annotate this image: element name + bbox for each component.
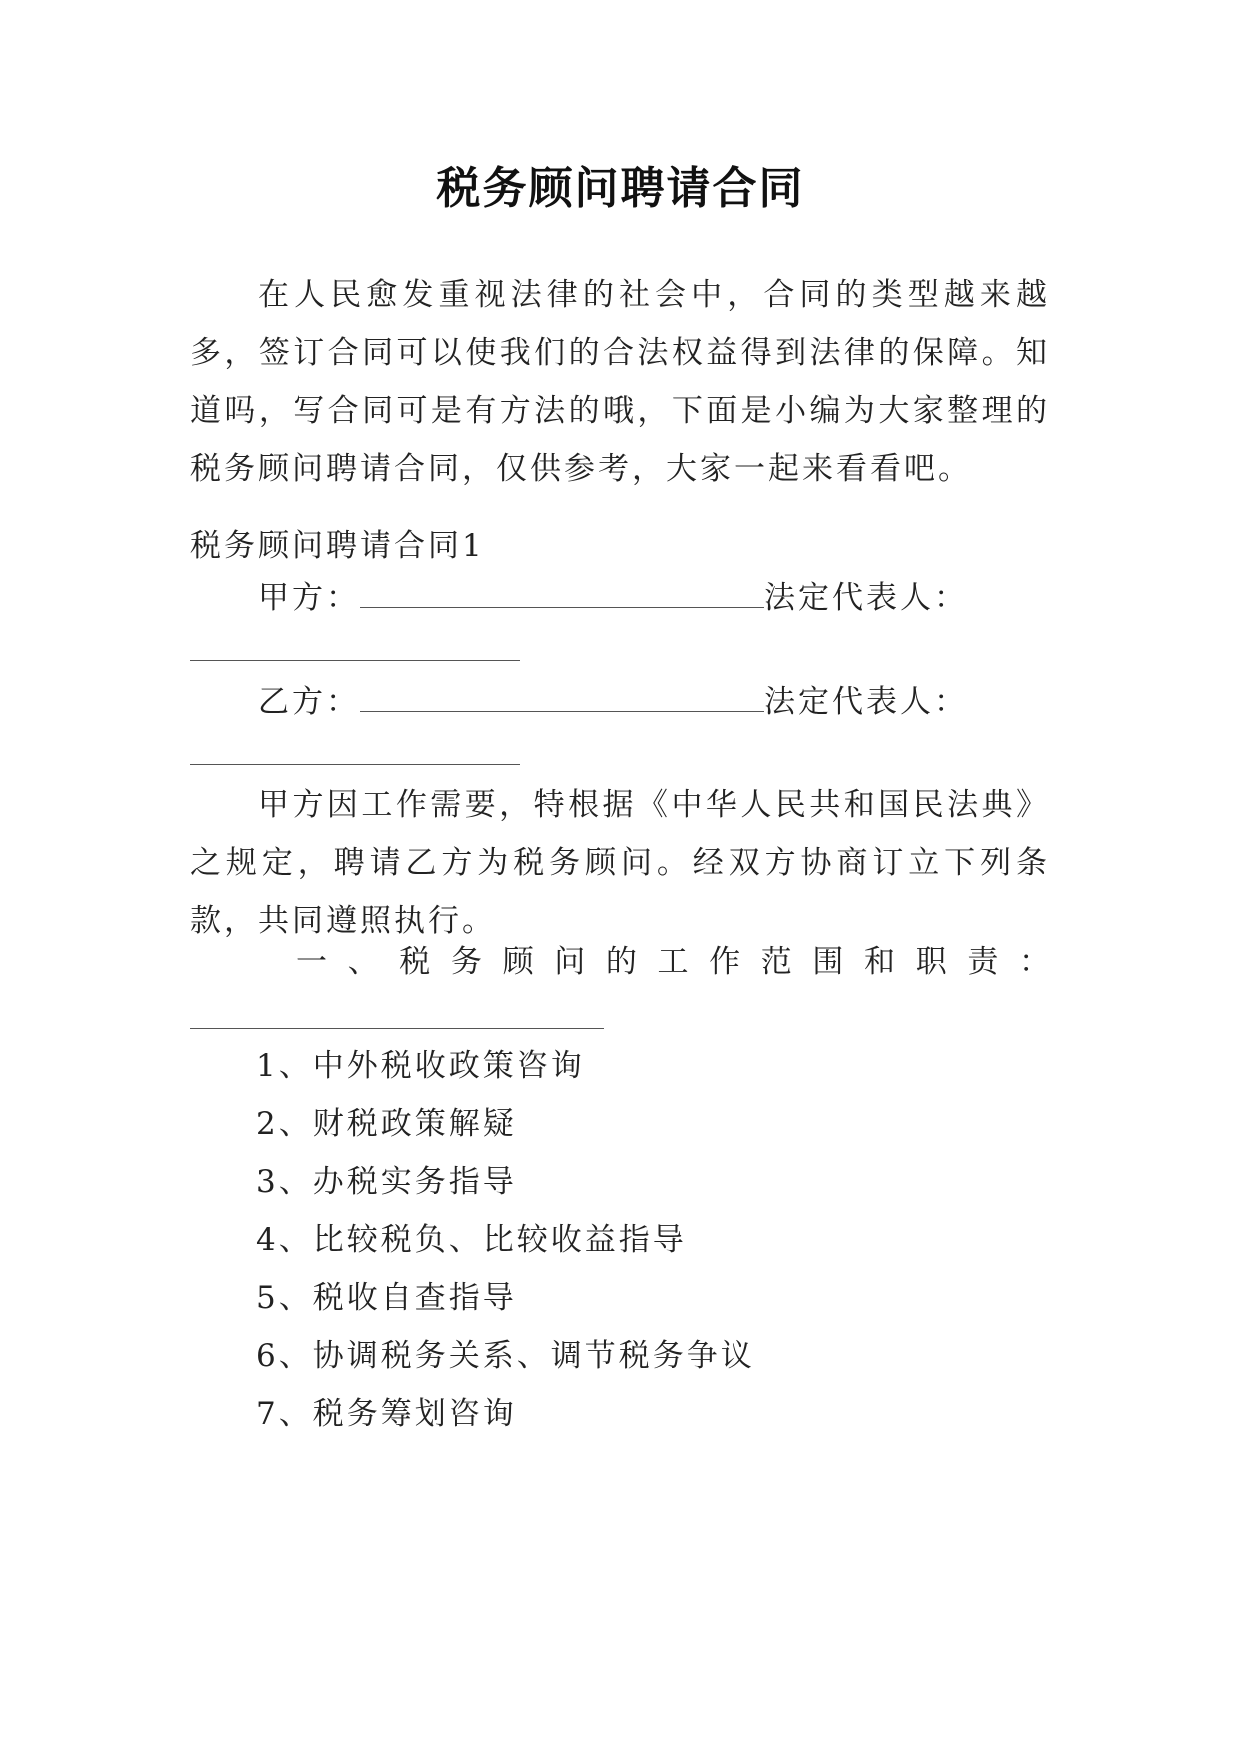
party-b-label: 乙方： xyxy=(258,684,360,720)
list-item: 5、税收自查指导 xyxy=(256,1280,517,1316)
section-title: 税务顾问聘请合同1 xyxy=(190,528,485,564)
party-b-rep-label: 法定代表人： xyxy=(764,684,968,720)
list-item: 2、财税政策解疑 xyxy=(256,1106,517,1142)
list-item: 1、中外税收政策咨询 xyxy=(256,1048,585,1084)
list-item: 7、税务筹划咨询 xyxy=(256,1396,517,1432)
party-b-blank xyxy=(360,685,764,712)
clause-one-blank xyxy=(190,1028,604,1029)
clause-one-heading: 一 、 税 务 顾 问 的 工 作 范 围 和 职 责 ： xyxy=(296,944,1050,980)
list-item: 4、比较税负、比较收益指导 xyxy=(256,1222,687,1258)
party-a-rep-blank xyxy=(190,660,520,661)
party-b-rep-blank xyxy=(190,764,520,765)
list-item: 6、协调税务关系、调节税务争议 xyxy=(256,1338,755,1374)
party-a-blank xyxy=(360,581,764,608)
document-title: 税务顾问聘请合同 xyxy=(436,163,805,214)
party-a-line xyxy=(258,578,968,618)
party-b-line xyxy=(258,682,968,722)
intro-paragraph: 在人民愈发重视法律的社会中，合同的类型越来越多，签订合同可以使我们的合法权益得到法律的保障。知道吗，写合同可是有方法的哦，下面是小编为大家整理的税务顾问聘请合同，仅供参考，大家一起来看看吧。 xyxy=(190,277,1050,487)
party-a-label: 甲方： xyxy=(258,580,360,616)
preamble-paragraph: 甲方因工作需要，特根据《中华人民共和国民法典》之规定，聘请乙方为税务顾问。经双方协商订立下列条款，共同遵照执行。 xyxy=(190,787,1050,939)
list-item: 3、办税实务指导 xyxy=(256,1164,517,1200)
party-a-rep-label: 法定代表人： xyxy=(764,580,968,616)
